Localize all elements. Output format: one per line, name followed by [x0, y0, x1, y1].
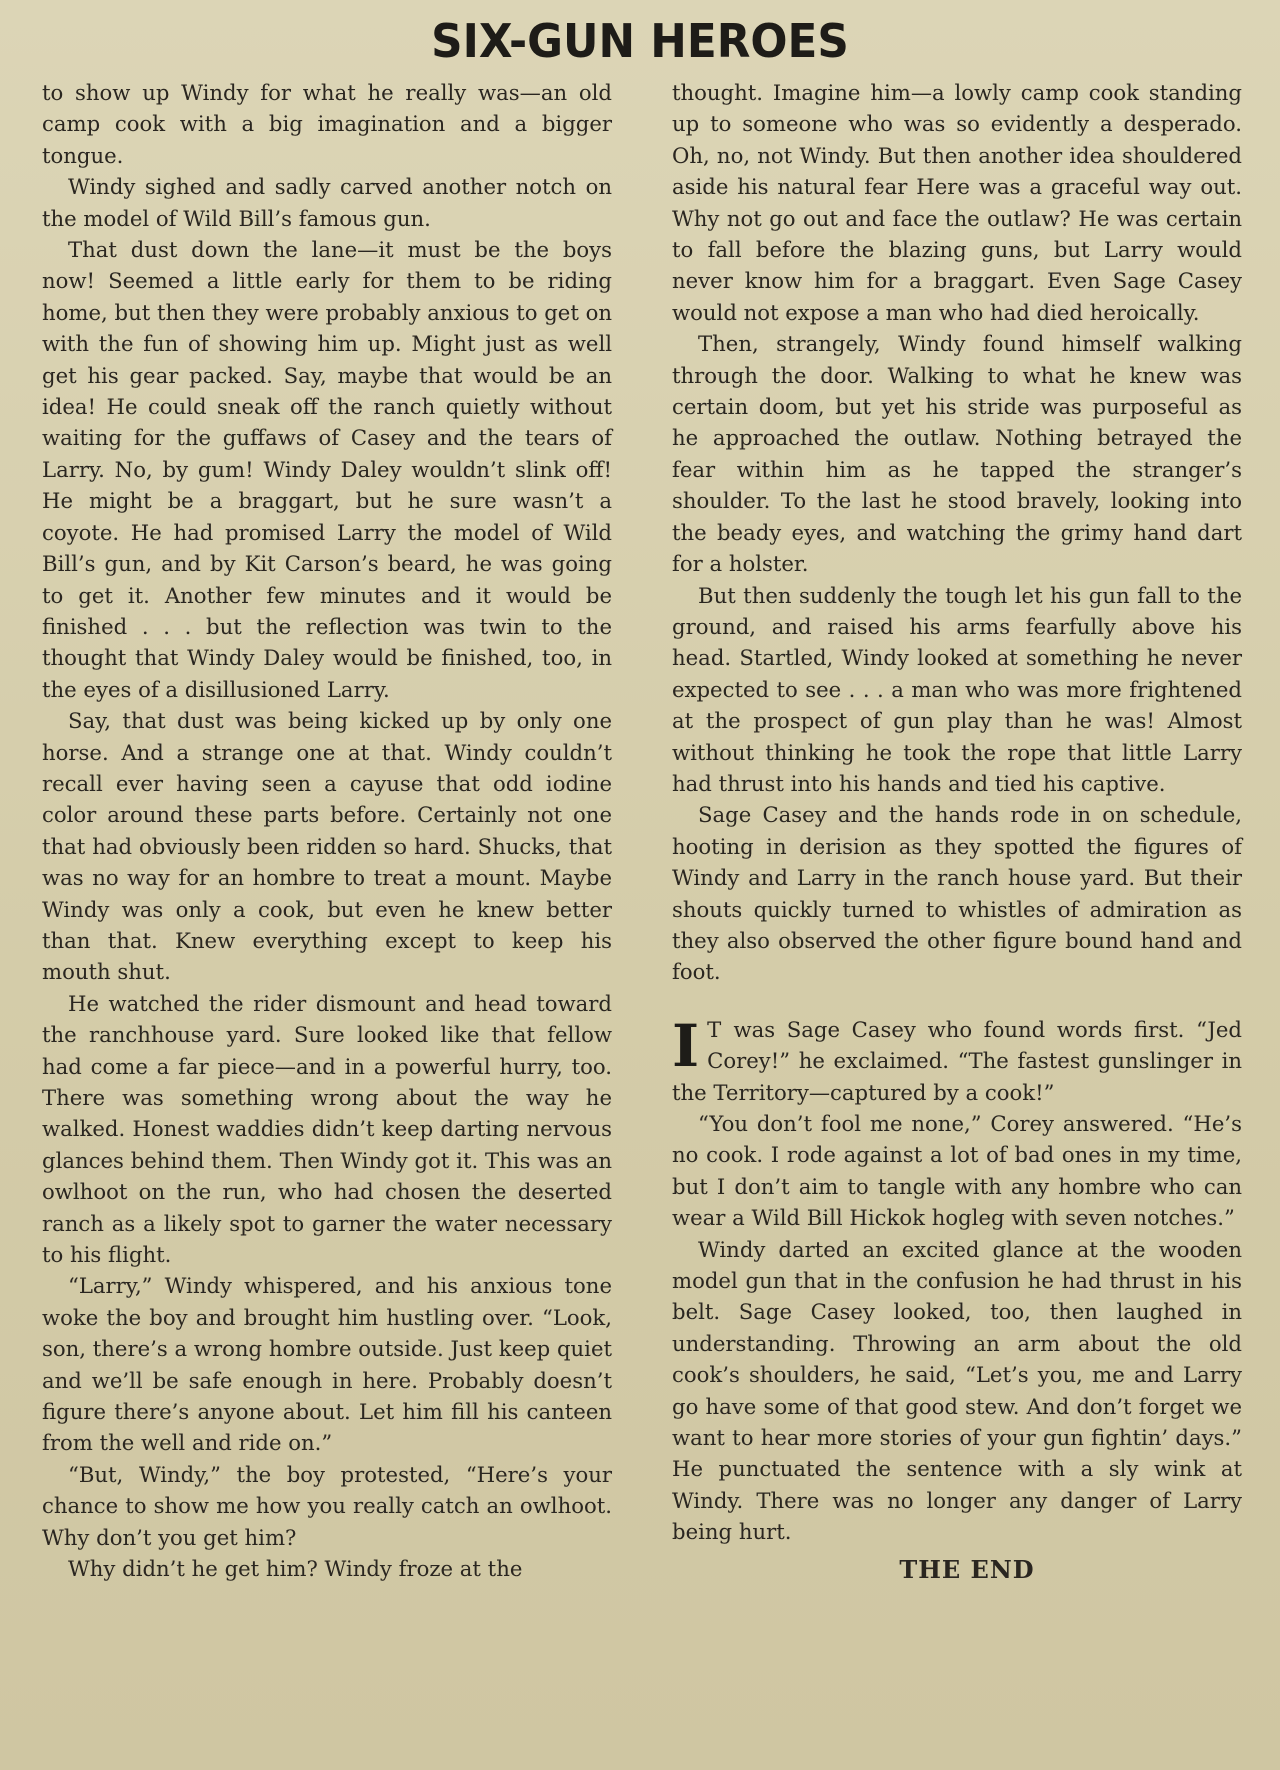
paragraph: Why didn’t he get him? Windy froze at the: [68, 1556, 523, 1582]
paragraph: “Larry,” Windy whispered, and his anxious tone woke the boy and brought him hustling over. “Look, son, there’s a wrong hombre outside. Just keep quiet and we’ll be safe enough in here. Probably doesn’t figure there’s anyone about. Let him fill his canteen from the well and ride on.”: [42, 1273, 612, 1456]
paragraph-text: was Sage Casey who found words first. “Jed Corey!” he exclaimed. “The fastest gunslinger in the Territory—captured by a cook!”: [672, 1016, 1242, 1105]
small-caps: T: [707, 1016, 722, 1042]
paragraph: Say, that dust was being kicked up by only one horse. And a strange one at that. Windy couldn’t recall ever having seen a cayuse that odd iodine color around these parts before. Certainly not one that had obviously been ridden so hard. Shucks, that was no way for an hombre to treat a mount. Maybe Windy was only a cook, but even he knew better than that. Knew everything except to keep his mouth shut.: [42, 708, 612, 985]
paragraph: Windy sighed and sadly carved another notch on the model of Wild Bill’s famous gun.: [42, 174, 612, 231]
paragraph: Then, strangely, Windy found himself walking through the door. Walking to what he knew was certain doom, but yet his stride was purposeful as he approached the outlaw. Nothing betrayed the fear within him as he tapped the stranger’s shoulder. To the last he stood bravely, looking into the beady eyes, and watching the grimy hand dart for a holster.: [672, 331, 1242, 577]
paragraph: “But, Windy,” the boy protested, “Here’s your chance to show me how you really catch an owlhoot. Why don’t you get him?: [42, 1461, 612, 1550]
paragraph: He watched the rider dismount and head toward the ranchhouse yard. Sure looked like that fellow had come a far piece—and in a powerful hurry, too. There was something wrong about the way he walked. Honest waddies didn’t keep darting nervous glances behind them. Then Windy got it. This was an owlhoot on the run, who had chosen the deserted ranch as a likely spot to garner the water necessary to his flight.: [42, 990, 612, 1268]
left-column: [42, 77, 612, 1585]
paragraph: That dust down the lane—it must be the boys now! Seemed a little early for them to be riding home, but then they were probably anxious to get on with the fun of showing him up. Might just as well get his gear packed. Say, maybe that would be an idea! He could sneak off the ranch quietly without waiting for the guffaws of Casey and the tears of Larry. No, by gum! Windy Daley wouldn’t slink off! He might be a braggart, but he sure wasn’t a coyote. He had promised Larry the model of Wild Bill’s gun, and by Kit Carson’s beard, he was going to get it. Another few minutes and it would be finished . . . but the reflection was twin to the thought that Windy Daley would be finished, too, in the eyes of a disillusioned Larry.: [42, 237, 612, 702]
right-column: [672, 77, 1242, 1585]
paragraph: to show up Windy for what he really was—an old camp cook with a big imagination and a bigger tongue.: [42, 80, 612, 168]
paragraph: Windy darted an excited glance at the wooden model gun that in the confusion he had thrust in his belt. Sage Casey looked, too, then laughed in understanding. Throwing an arm about the old cook’s shoulders, he said, “Let’s you, me and Larry go have some of that good stew. And don’t forget we want to hear more stories of your gun fightin’ days.” He punctuated the sentence with a sly wink at Windy. There was no longer any danger of Larry being hurt.: [672, 1236, 1242, 1545]
page-title: SIX-GUN HEROES: [431, 14, 849, 68]
paragraph: thought. Imagine him—a lowly camp cook standing up to someone who was so evidently a desperado. Oh, no, not Windy. But then another idea shouldered aside his natural fear Here was a graceful way out. Why not go out and face the outlaw? He was certain to fall before the blazing guns, but Larry would never know him for a braggart. Even Sage Casey would not expose a man who had died heroically.: [672, 80, 1242, 325]
drop-cap: I: [672, 1011, 700, 1080]
paragraph: But then suddenly the tough let his gun fall to the ground, and raised his arms fearfully above his head. Startled, Windy looked at something he never expected to see . . . a man who was more frightened at the prospect of gun play than he was! Almost without thinking he took the rope that little Larry had thrust into his hands and tied his captive.: [672, 582, 1242, 796]
section-break: [672, 988, 1242, 1014]
paragraph: Sage Casey and the hands rode in on schedule, hooting in derision as they spotted the figures of Windy and Larry in the ranch house yard. But their shouts quickly turned to whistles of admiration as they also observed the other figure bound hand and foot.: [672, 802, 1242, 985]
paragraph: “You don’t fool me none,” Corey answered. “He’s no cook. I rode against a lot of bad ones in my time, but I don’t aim to tangle with any hombre who can wear a Wild Bill Hickok hogleg with seven notches.”: [672, 1111, 1242, 1231]
paragraph-dropcap: [672, 1011, 1242, 1108]
the-end: THE END: [899, 1554, 1035, 1584]
